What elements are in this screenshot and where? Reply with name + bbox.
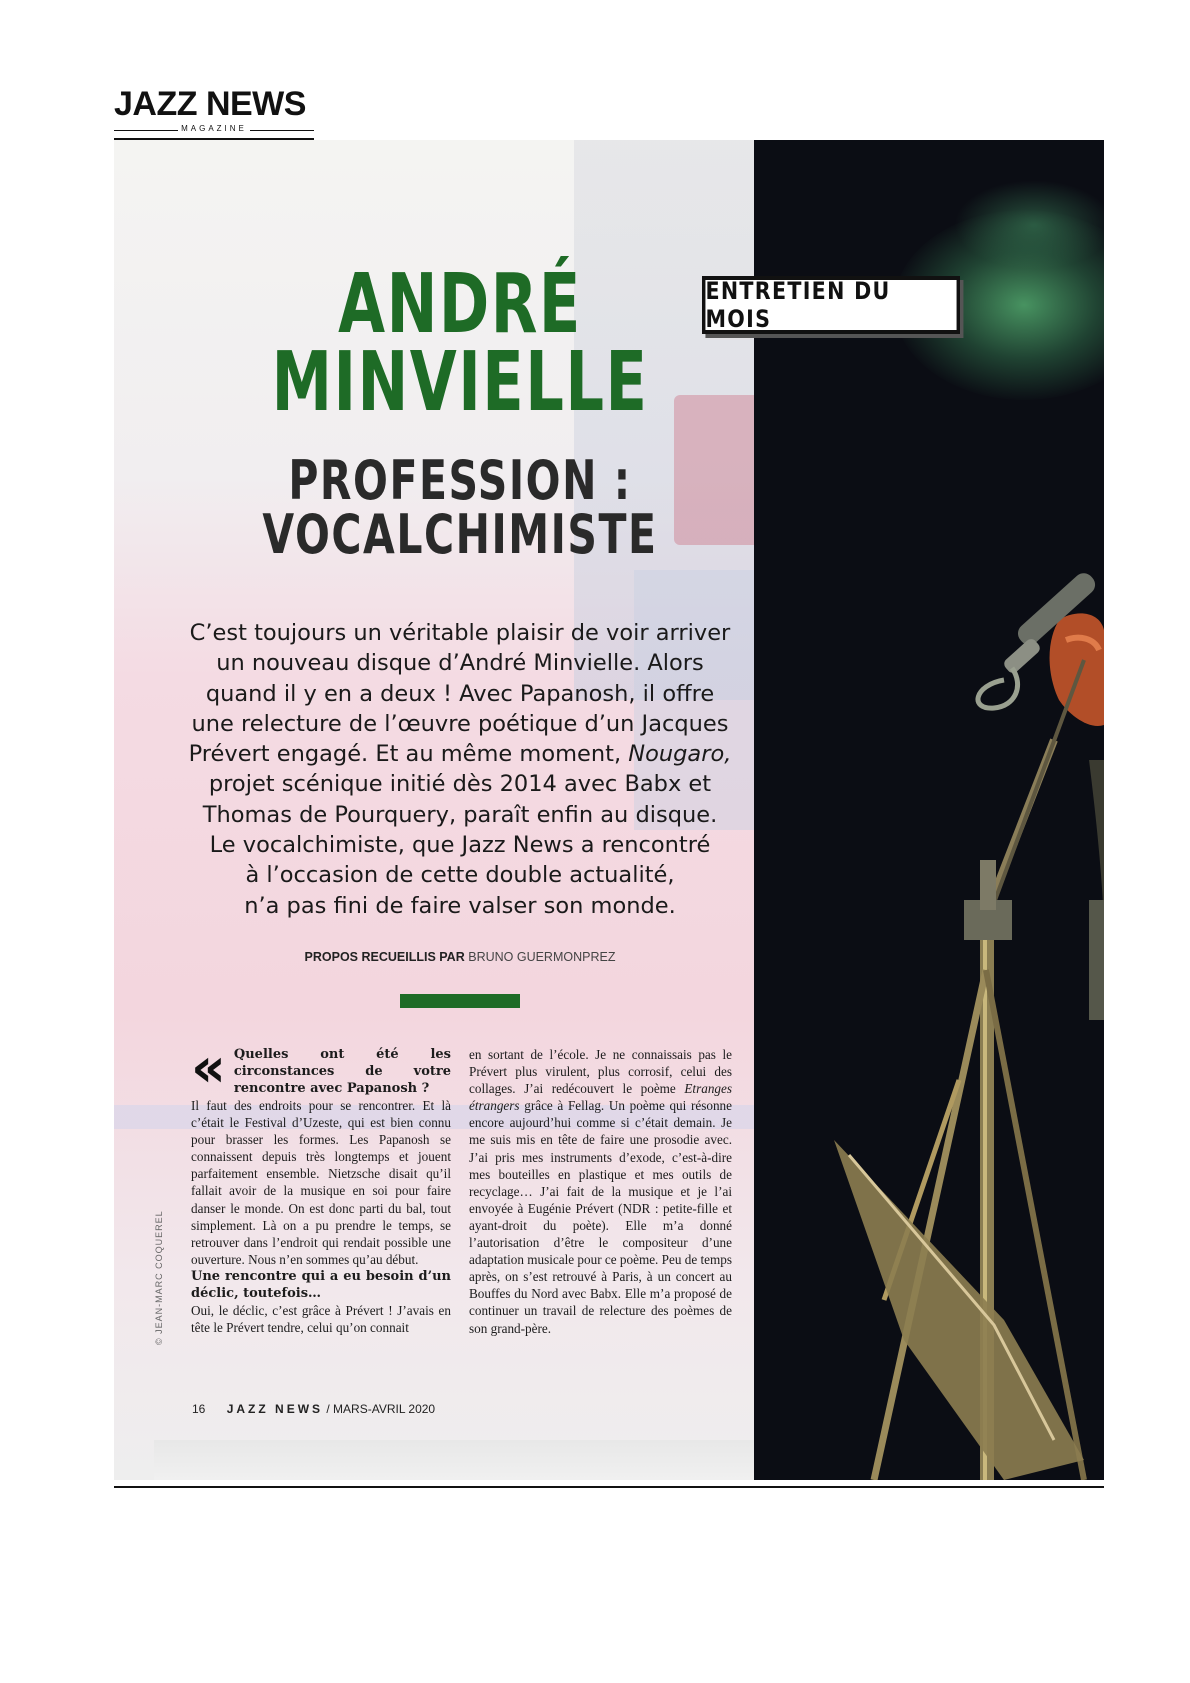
credit-author: BRUNO GUERMONPREZ — [468, 950, 616, 964]
concert-photo — [754, 140, 1104, 1480]
title-line-2: MINVIELLE — [271, 335, 649, 430]
lede-italic-title: Nougaro, — [628, 741, 732, 768]
article-title — [201, 257, 719, 430]
microphone-stand-image — [754, 140, 1104, 1480]
folio-issue: / MARS-AVRIL 2020 — [326, 1402, 436, 1416]
article-subtitle — [194, 449, 726, 566]
answer-text: en sortant de l’école. Je ne connaissais pas le Prévert plus virulent, plus corrosif, celui des collages. J’ai redécouvert le poème — [469, 1047, 732, 1097]
answer-text: grâce à Fellag. Un poème qui résonne encore aujourd’hui comme si c’était demain. Je me suis mis en tête de faire une prosodie avec. J’ai pris mes instruments d’exode, c’est-à-dire mes bouteilles en plastique et mes outils de recyclage… J’ai fait de la musique et je l’ai envoyée à Eugénie Prévert (NDR : petite-fille et ayant-droit du poète). Elle m’a donné l’autorisation d’être le compositeur d’une adaptation musicale pour ce poème. Peu de temps après, on s’est retrouvé à Paris, à un concert au Bouffes du Nord avec Babx. Elle m’a proposé de continuer un travail de relecture des poèmes de son grand-père. — [469, 1098, 732, 1336]
lede-line: projet scénique initié dès 2014 avec Babx et — [208, 771, 712, 798]
lede-text: Prévert engagé. Et au même moment, — [188, 741, 629, 768]
quote-mark-icon: « — [191, 1036, 226, 1099]
magazine-logo — [114, 86, 314, 140]
credit-label: PROPOS RECUEILLIS PAR — [304, 950, 465, 964]
interview-question: Une rencontre qui a eu besoin d’un déclic, toutefois… — [191, 1268, 451, 1301]
article-column-1 — [191, 1036, 451, 1336]
interview-answer-continued — [469, 1046, 732, 1337]
lede-line: quand il y en a deux ! Avec Papanosh, il offre — [205, 680, 715, 707]
folio-magazine: JAZZ NEWS — [226, 1402, 324, 1416]
background-footer-area — [154, 1440, 774, 1480]
lede-line: une relecture de l’œuvre poétique d’un Jacques — [191, 710, 729, 737]
page-folio — [192, 1402, 435, 1416]
interview-answer: Il faut des endroits pour se rencontrer. Et là c’était le Festival d’Uzeste, qui est bien connu pour brasser les formes. Les Papanosh se connaissent depuis très longtemps et jouent parfaitement ensemble. Nietzsche disait qu’il fallait avoir de la musique en soi pour faire danser le monde. On est donc parti du bal, tout simplement. Là on a pu prendre le temps, se retrouver dans l’endroit qui rendait possible une ouverture. Nous n’en sommes qu’au début. — [191, 1098, 451, 1267]
lede-line: Thomas de Pourquery, paraît enfin au disque. — [202, 801, 718, 828]
title-line-1: ANDRÉ — [338, 257, 582, 352]
section-divider — [400, 994, 520, 1008]
logo-wordmark: JAZZ NEWS — [114, 85, 306, 123]
article-lede — [180, 618, 740, 921]
interview-answer: Oui, le déclic, c’est grâce à Prévert ! J’avais en tête le Prévert tendre, celui qu’on connait — [191, 1302, 451, 1336]
subtitle-line-2: VOCALCHIMISTE — [262, 503, 658, 566]
logo-subtitle: MAGAZINE — [181, 124, 247, 133]
page-bottom-rule — [114, 1486, 1104, 1488]
article-column-2 — [469, 1046, 732, 1337]
lede-line: n’a pas fini de faire valser son monde. — [244, 892, 676, 919]
lede-line: à l’occasion de cette double actualité, — [245, 862, 675, 889]
lede-line: Le vocalchimiste, que Jazz News a rencontré — [209, 832, 711, 859]
logo-subline — [114, 124, 314, 136]
interview-question: Quelles ont été les circonstances de votre rencontre avec Papanosh ? — [233, 1047, 451, 1096]
page-number: 16 — [192, 1402, 206, 1416]
lede-line: un nouveau disque d’André Minvielle. Alors — [216, 650, 704, 677]
section-badge: ENTRETIEN DU MOIS — [702, 276, 960, 334]
photo-credit: © JEAN-MARC COQUEREL — [154, 1210, 164, 1345]
subtitle-line-1: PROFESSION : — [288, 449, 632, 512]
lede-line: C’est toujours un véritable plaisir de voir arriver — [189, 620, 731, 646]
interview-credit — [180, 950, 740, 964]
poem-title: Etranges étrangers — [469, 1081, 732, 1114]
lede-line — [180, 739, 740, 769]
